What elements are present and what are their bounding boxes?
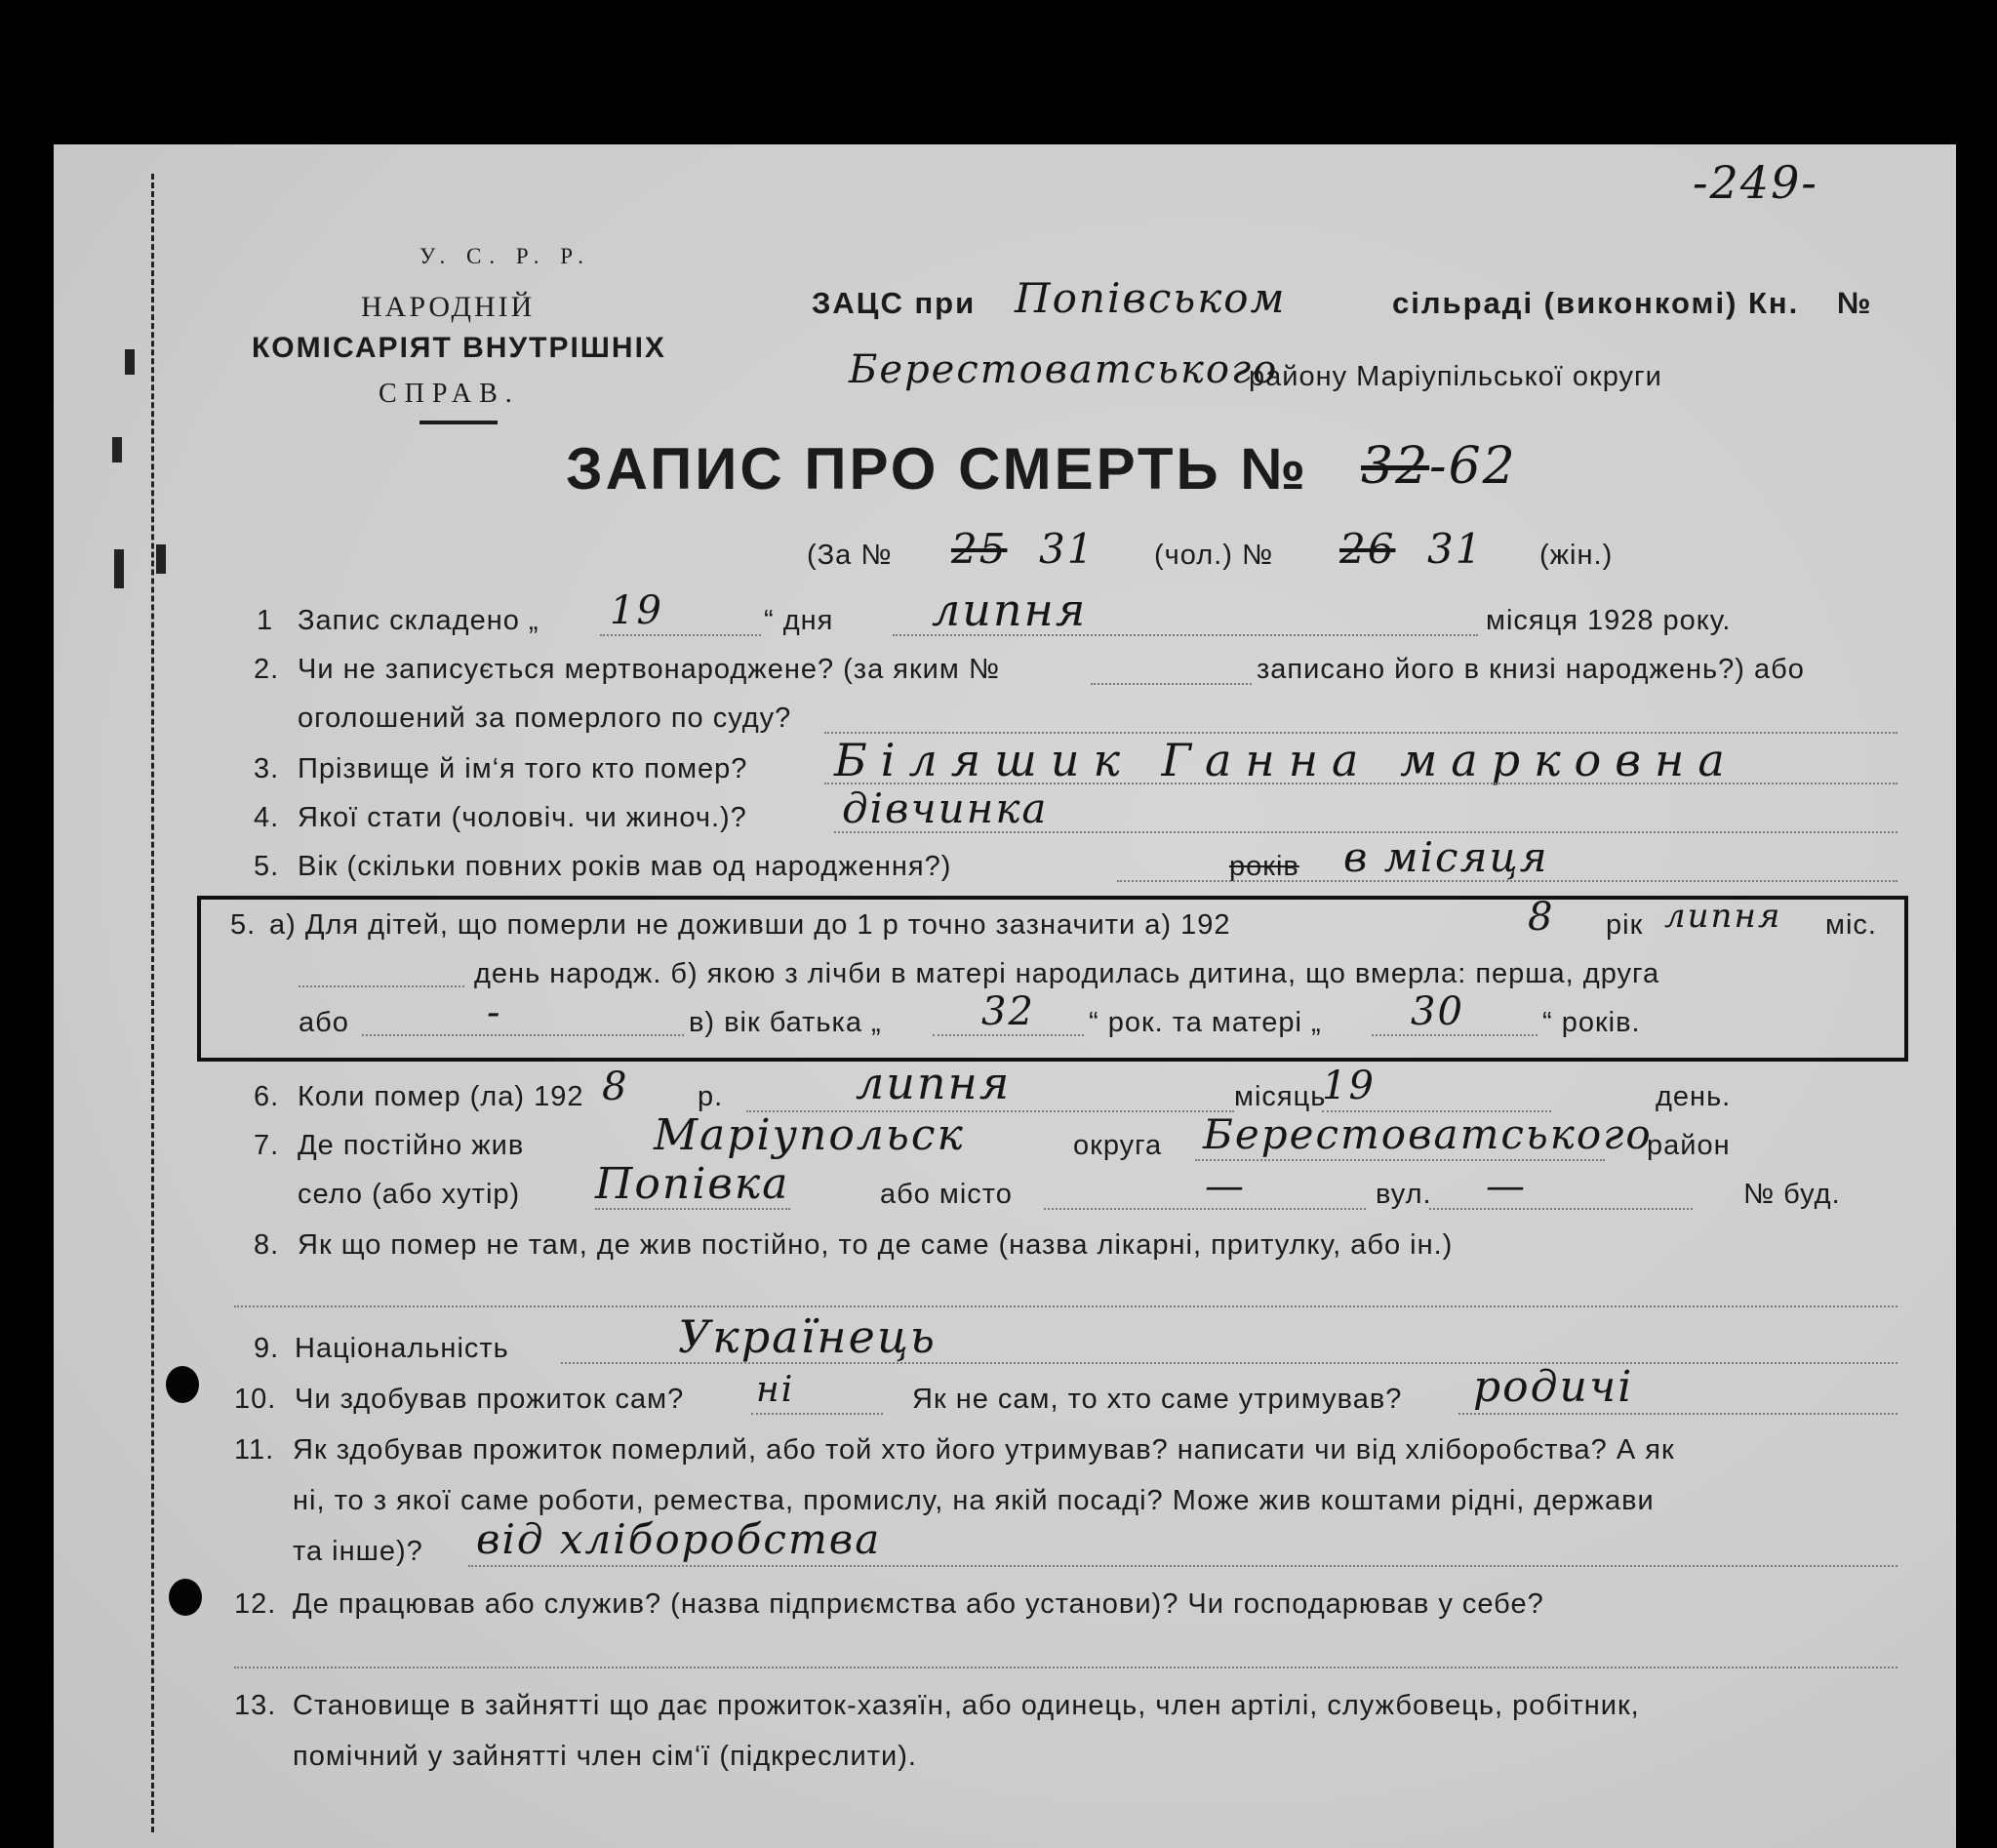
field-7-label: Де постійно жив — [298, 1130, 525, 1161]
binding-mark — [156, 544, 166, 574]
field-9-label: Національність — [295, 1333, 509, 1364]
field-5a-rik: рік — [1606, 909, 1644, 941]
field-7-vul: вул. — [1376, 1179, 1432, 1210]
punch-hole — [166, 1366, 199, 1403]
record-number-struck: 32 — [1361, 437, 1430, 496]
field-3-number: 3. — [254, 753, 280, 784]
binding-mark — [114, 549, 124, 588]
perforation-line — [151, 174, 154, 1832]
office-council-label: сільраді (виконкомі) Кн. — [1392, 286, 1800, 320]
field-7-raion: район — [1647, 1130, 1731, 1161]
office-village: Попівськом — [1015, 274, 1287, 322]
field-2-dotted-line — [1091, 683, 1252, 685]
field-1-label: Запис складено „ — [298, 605, 539, 636]
field-11-line3: та інше)? — [293, 1536, 423, 1567]
field-5-struck-years: років — [1229, 851, 1299, 882]
count-male: 31 — [1039, 525, 1096, 573]
field-13-line1: Становище в зайнятті що дає прожиток-хазяїн, або одинець, член артілі, службовець, робітник, — [293, 1690, 1640, 1721]
field-10-number: 10. — [234, 1384, 277, 1415]
field-2-number: 2. — [254, 654, 280, 685]
field-5-dotted-line — [1117, 880, 1897, 882]
count-female-struck: 26 — [1339, 525, 1396, 573]
field-4-label: Якої стати (чоловіч. чи жиноч.)? — [298, 802, 747, 833]
office-number-sign: № — [1837, 286, 1873, 320]
field-4-value: дівчинка — [842, 784, 1049, 832]
field-7-okruha-value: Маріупольск — [654, 1110, 965, 1160]
binding-mark — [112, 437, 122, 462]
field-5a-abo: або — [299, 1007, 349, 1038]
form-title: ЗАПИС ПРО СМЕРТЬ № — [566, 436, 1309, 502]
field-5a-year: 8 — [1528, 895, 1555, 940]
archive-page-number: -249- — [1693, 156, 1818, 209]
punch-hole — [169, 1579, 202, 1616]
field-7-selo: село (або хутір) — [298, 1179, 521, 1210]
field-1-month-line — [893, 634, 1478, 636]
field-5a-father-age: 32 — [981, 989, 1035, 1034]
count-female: 31 — [1427, 525, 1484, 573]
field-13-line2: помічний у зайнятті член сім‘ї (підкреслити). — [293, 1741, 917, 1772]
field-4-number: 4. — [254, 802, 280, 833]
field-1-dotted-line — [600, 634, 761, 636]
field-13-number: 13. — [234, 1690, 277, 1721]
field-6-label: Коли помер (ла) 192 — [298, 1081, 584, 1112]
death-record-form — [54, 144, 1956, 1848]
field-5a-order: - — [487, 990, 502, 1035]
field-1-number: 1 — [257, 605, 274, 636]
field-8-label: Як що помер не там, де жив постійно, то де саме (назва лікарні, притулку, або ін.) — [298, 1229, 1454, 1261]
field-11-value: від хліборобства — [476, 1515, 882, 1563]
count-male-struck: 25 — [951, 525, 1008, 573]
field-1-month: липня — [932, 583, 1088, 636]
field-12-label: Де працював або служив? (назва підприємства або установи)? Чи господарював у себе? — [293, 1588, 1544, 1620]
field-5a-line1: а) Для дітей, що померли не доживши до 1 р точно зазначити а) 192 — [269, 909, 1231, 941]
field-2-label2: оголошений за померлого по суду? — [298, 703, 792, 734]
field-5a-number: 5. — [230, 909, 257, 941]
header-rule — [419, 421, 498, 424]
field-1-day: 19 — [610, 588, 663, 633]
field-5a-mother-age: 30 — [1411, 989, 1464, 1034]
field-2-tail: записано його в книзі народжень?) або — [1257, 654, 1805, 685]
field-5a-father-label: в) вік батька „ — [689, 1007, 882, 1038]
record-number: -62 — [1429, 437, 1517, 496]
field-7-vul-value: — — [1486, 1164, 1527, 1209]
field-10-label: Чи здобував прожиток сам? — [295, 1384, 685, 1415]
field-6-year: 8 — [602, 1065, 629, 1109]
field-5a-mis: міс. — [1825, 909, 1877, 941]
count-female-label: (жін.) — [1539, 540, 1614, 571]
field-7-selo-value: Попівка — [595, 1159, 790, 1209]
field-8-dotted-line — [234, 1306, 1897, 1307]
field-6-number: 6. — [254, 1081, 280, 1112]
field-7-bud: № буд. — [1743, 1179, 1841, 1210]
count-male-label: (чол.) № — [1154, 540, 1274, 571]
field-12-number: 12. — [234, 1588, 277, 1620]
field-6-month: липня — [856, 1057, 1012, 1109]
field-11-line2: ні, то з якої саме роботи, ремества, промислу, на якій посаді? Може жив коштами рідні, держави — [293, 1485, 1655, 1516]
field-5a-tail: “ років. — [1542, 1007, 1641, 1038]
field-5a-father-line — [933, 1034, 1084, 1036]
field-6-r: р. — [698, 1081, 724, 1112]
field-2-label: Чи не записується мертвонароджене? (за яким № — [298, 654, 1000, 685]
office-prefix: ЗАЦС при — [812, 286, 977, 320]
field-5-value: в місяця — [1343, 833, 1549, 881]
field-5-number: 5. — [254, 851, 280, 882]
office-district: Берестоватського — [849, 347, 1279, 392]
field-10-value2: родичі — [1473, 1362, 1634, 1412]
field-3-label: Прізвище й ім‘я того кто помер? — [298, 753, 748, 784]
field-6-den: день. — [1656, 1081, 1732, 1112]
count-open: (За № — [807, 540, 893, 571]
field-9-dotted-line — [561, 1362, 1897, 1364]
field-10-dotted-line — [751, 1413, 883, 1415]
field-5a-mother-line — [1372, 1034, 1538, 1036]
field-11-line1: Як здобував прожиток померлий, або той хто його утримував? написати чи від хліборобства? А як — [293, 1434, 1675, 1466]
header-republic: У. С. Р. Р. — [419, 244, 591, 268]
field-5a-month: липня — [1664, 897, 1782, 936]
field-9-number: 9. — [254, 1333, 280, 1364]
header-ministry-line3: СПРАВ. — [379, 379, 520, 409]
field-1-quote: “ дня — [764, 605, 834, 636]
infant-details-box — [197, 896, 1908, 1062]
field-7-raion-value: Берестоватського — [1203, 1110, 1653, 1158]
field-6-day: 19 — [1322, 1064, 1376, 1108]
field-9-value: Українець — [678, 1310, 937, 1363]
field-5a-mother-label: “ рок. та матері „ — [1089, 1007, 1322, 1038]
office-district-label: району Маріупільської округи — [1249, 361, 1662, 392]
field-7-selo-line — [595, 1208, 790, 1210]
field-6-mis: місяць — [1234, 1081, 1327, 1112]
field-7-okruha: округа — [1073, 1130, 1163, 1161]
field-5a-order-line — [362, 1034, 684, 1036]
field-10-label2: Як не сам, то хто саме утримував? — [912, 1384, 1403, 1415]
field-5a-line2: день народж. б) якою з лічби в матері народилась дитина, що вмерла: перша, друга — [474, 958, 1660, 989]
field-7-misto-value: — — [1205, 1164, 1246, 1209]
field-7-vul-line — [1429, 1208, 1693, 1210]
field-7-number: 7. — [254, 1130, 280, 1161]
field-12-dotted-line — [234, 1667, 1897, 1668]
field-11-dotted-line — [468, 1565, 1897, 1567]
binding-mark — [125, 349, 135, 375]
field-1-tail: місяця 1928 року. — [1486, 605, 1732, 636]
field-11-number: 11. — [234, 1434, 275, 1466]
field-3-value: Біляшик Ганна марковна — [834, 734, 1738, 786]
field-10-value: ні — [756, 1370, 795, 1410]
field-8-number: 8. — [254, 1229, 280, 1261]
field-10-dotted-line2 — [1458, 1413, 1897, 1415]
field-5a-day-line — [299, 985, 464, 987]
header-ministry-line2: КОМІСАРІЯТ ВНУТРІШНІХ — [252, 332, 666, 364]
header-ministry-line1: НАРОДНІЙ — [361, 291, 536, 323]
field-5-label: Вік (скільки повних років мав од народження?) — [298, 851, 952, 882]
field-7-raion-line — [1195, 1159, 1605, 1161]
field-7-misto: або місто — [880, 1179, 1013, 1210]
field-7-misto-line — [1044, 1208, 1366, 1210]
